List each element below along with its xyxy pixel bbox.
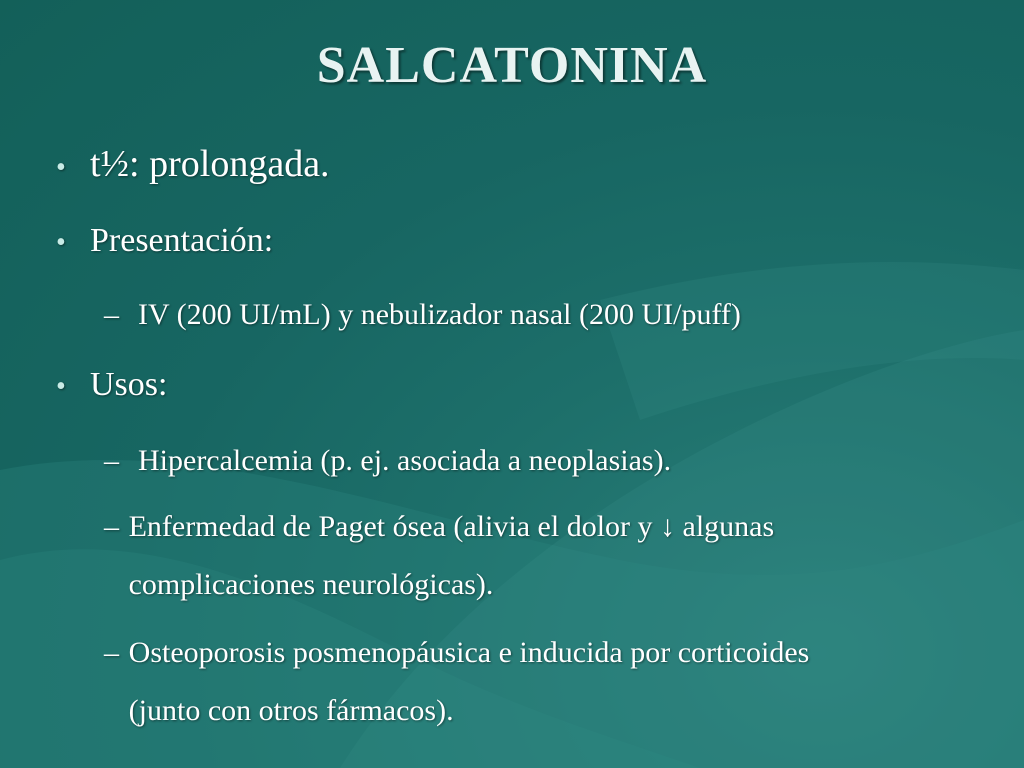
- list-item: [104, 432, 1004, 490]
- bullet-text: Presentación:: [90, 222, 274, 259]
- list-item: [56, 222, 956, 260]
- bullet-marker: •: [56, 371, 66, 402]
- dash-marker: –: [104, 444, 119, 477]
- list-item: [56, 142, 956, 186]
- slide-title: SALCATONINA: [316, 37, 708, 94]
- bullet-text: Osteoporosis posmenopáusica e inducida por corticoides (junto con otros fármacos).: [128, 636, 810, 727]
- bullet-text: Enfermedad de Paget ósea (alivia el dolor y ↓ algunas complicaciones neurológicas).: [128, 510, 775, 601]
- bullet-marker: •: [56, 227, 66, 258]
- dash-marker: –: [104, 298, 119, 331]
- bullet-marker: •: [56, 152, 66, 183]
- dash-marker: –: [104, 510, 119, 543]
- list-item: [56, 366, 956, 404]
- list-item: [104, 624, 864, 740]
- list-item: [104, 498, 864, 614]
- bullet-text: Usos:: [90, 366, 168, 403]
- bullet-text: IV (200 UI/mL) y nebulizador nasal (200 UI/puff): [138, 298, 741, 331]
- bullet-text: t½: prolongada.: [90, 143, 330, 185]
- bullet-text: Hipercalcemia (p. ej. asociada a neoplasias).: [138, 444, 672, 477]
- dash-marker: –: [104, 636, 119, 669]
- list-item: [104, 286, 1004, 344]
